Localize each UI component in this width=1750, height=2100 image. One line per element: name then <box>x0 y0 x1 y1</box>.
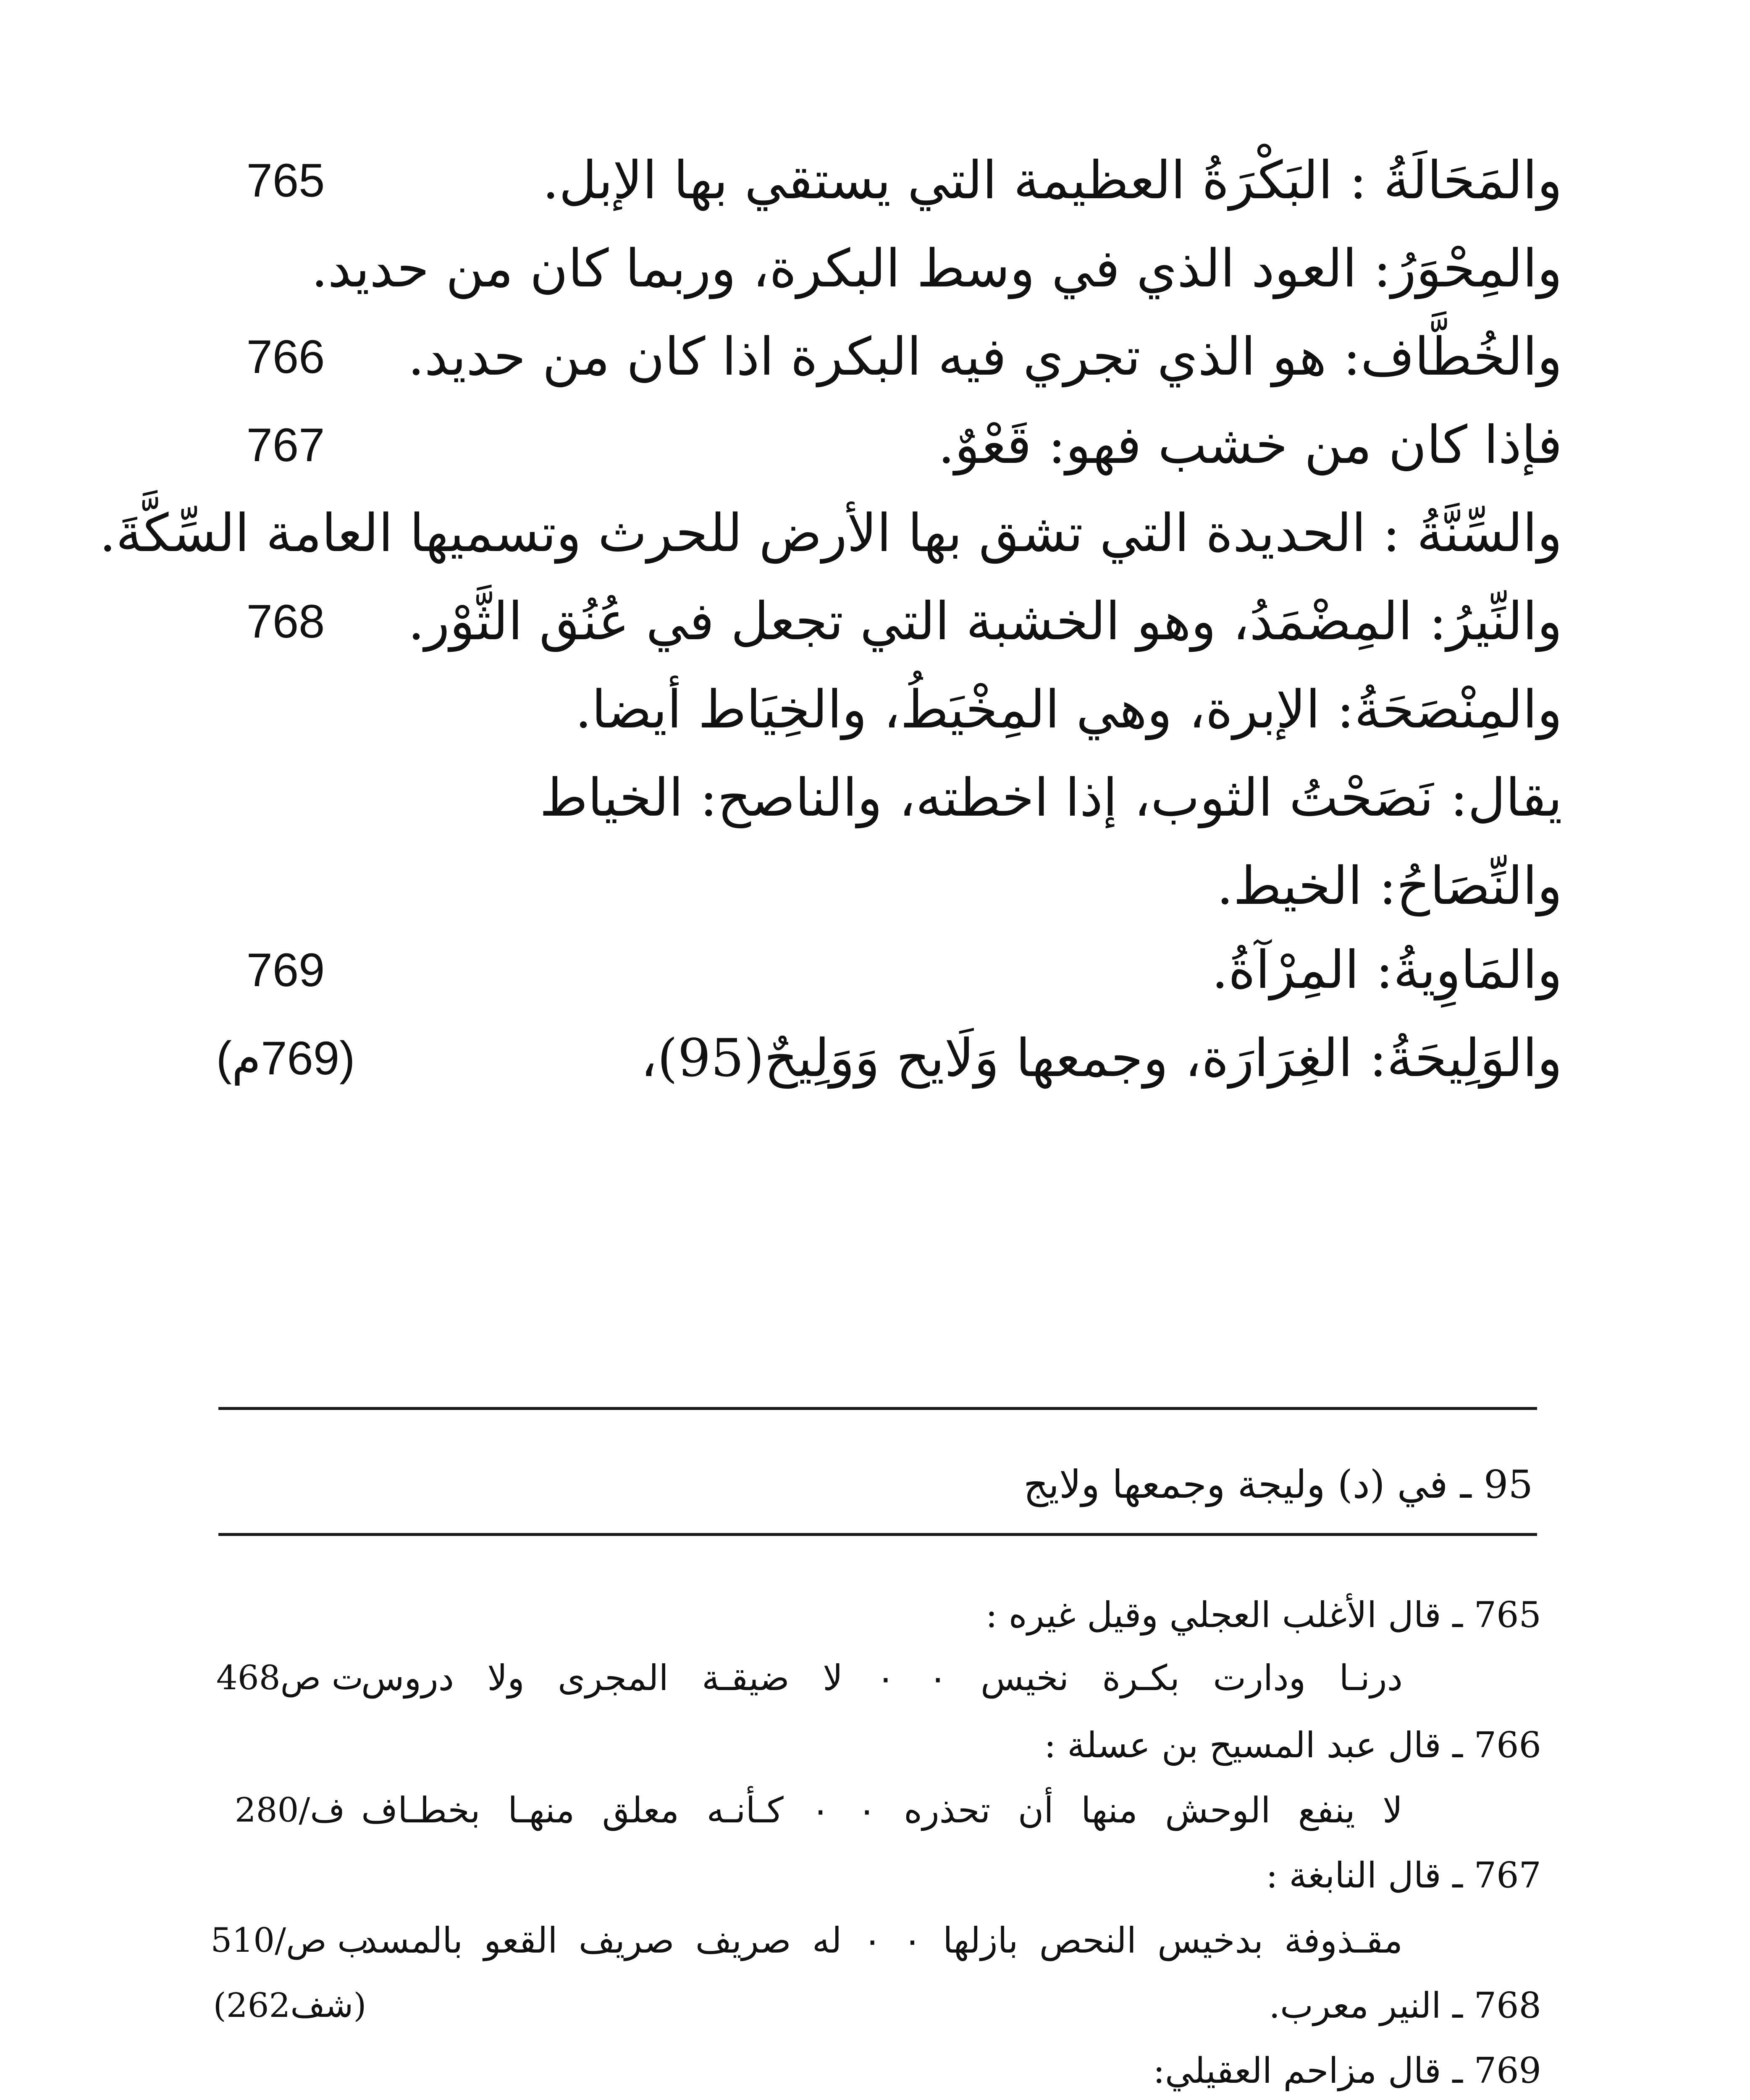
glossary-entry <box>168 580 1562 668</box>
glossary-entry <box>99 491 1562 580</box>
citation-line <box>202 2039 1541 2100</box>
entry-text: والمِنْصَحَةُ: الإبرة، وهي المِخْيَطُ، والخِيَاط أيضا. <box>575 680 1562 740</box>
entry-number: 765 <box>246 154 325 207</box>
entry-number: (769م) <box>216 1032 355 1084</box>
entry-text: والوَلِيحَةُ: الغِرَارَة، وجمعها وَلَايح وَوَلِيحٌ(95)، <box>640 1028 1562 1089</box>
entry-text: والنِّصَاحُ: الخيط. <box>1217 856 1562 916</box>
entry-number: 768 <box>246 595 325 648</box>
citation-reference: (شف262) <box>213 1986 367 2025</box>
citation-heading: 765 ـ قال الأغلب العجلي وقيل غيره : <box>985 1594 1541 1635</box>
citation-line <box>202 1714 1541 1781</box>
citation-heading: 768 ـ النير معرب. <box>1269 1985 1541 2026</box>
citation-line <box>202 1844 1541 1911</box>
footnote-rule-bottom <box>218 1533 1537 1536</box>
glossary-entry <box>168 756 1562 844</box>
entry-text: والمَاوِيةُ: المِرْآةُ. <box>1212 940 1562 1000</box>
footnote-rule-top <box>218 1407 1537 1410</box>
glossary-entry <box>168 928 1562 1016</box>
glossary-entry <box>168 403 1562 491</box>
glossary-entry <box>168 844 1562 932</box>
citation-reference: ب ص/510 <box>210 1921 369 1960</box>
entry-number: 766 <box>246 331 325 383</box>
glossary-entry <box>168 668 1562 756</box>
entry-text: والمَحَالَةُ : البَكْرَةُ العظيمة التي يستقي بها الإبل. <box>542 150 1562 211</box>
citation-heading: 766 ـ قال عبد المسيح بن عسلة : <box>1044 1725 1541 1766</box>
citation-heading: 769 ـ قال مزاحم العقيلي: <box>1153 2050 1541 2091</box>
entry-text: فإذا كان من خشب فهو: قَعْوٌ. <box>938 415 1562 475</box>
entry-text: والسِّنَّةُ : الحديدة التي تشق بها الأرض للحرث وتسميها العامة السِّكَّةَ. <box>99 503 1562 564</box>
entry-text: يقال: نَصَحْتُ الثوب، إذا اخطته، والناصح: الخياط <box>539 768 1562 828</box>
entry-text: والمِحْوَرُ: العود الذي في وسط البكرة، وربما كان من حديد. <box>311 239 1562 299</box>
entry-text: والنِّيرُ: المِضْمَدُ، وهو الخشبة التي تجعل في عُنُق الثَّوْر. <box>408 591 1562 652</box>
citation-heading: 767 ـ قال النابغة : <box>1266 1855 1541 1896</box>
citation-line <box>202 1646 1541 1714</box>
footnote: 95 ـ في (د) وليجة وجمعها ولايج <box>1023 1462 1533 1507</box>
citation-verse: مقـذوفة بدخيس النحص بازلها ٠ ٠ له صريف صريف القعو بالمسد <box>361 1920 1403 1961</box>
glossary-entry <box>168 1016 1562 1105</box>
citation-line <box>202 1974 1541 2041</box>
entry-text: والخُطَّاف: هو الذي تجري فيه البكرة اذا كان من حديد. <box>408 327 1562 387</box>
entry-number: 767 <box>246 419 325 471</box>
glossary-entry <box>168 227 1562 315</box>
citation-line <box>202 1779 1541 1846</box>
citation-line <box>202 1909 1541 1976</box>
citation-verse: درنـا ودارت بكـرة نخيس ٠ ٠ لا ضيقـة المجرى ولا دروس <box>361 1657 1403 1698</box>
citation-verse: لا ينفع الوحش منها أن تحذره ٠ ٠ كـأنـه معلق منهـا بخطـاف <box>361 1790 1403 1831</box>
glossary-entry <box>168 315 1562 403</box>
citation-line <box>202 1583 1541 1651</box>
entry-number: 769 <box>246 944 325 996</box>
glossary-entry <box>168 139 1562 227</box>
citation-reference: ت ص468 <box>216 1658 364 1697</box>
citation-reference: ف/280 <box>234 1790 345 1830</box>
